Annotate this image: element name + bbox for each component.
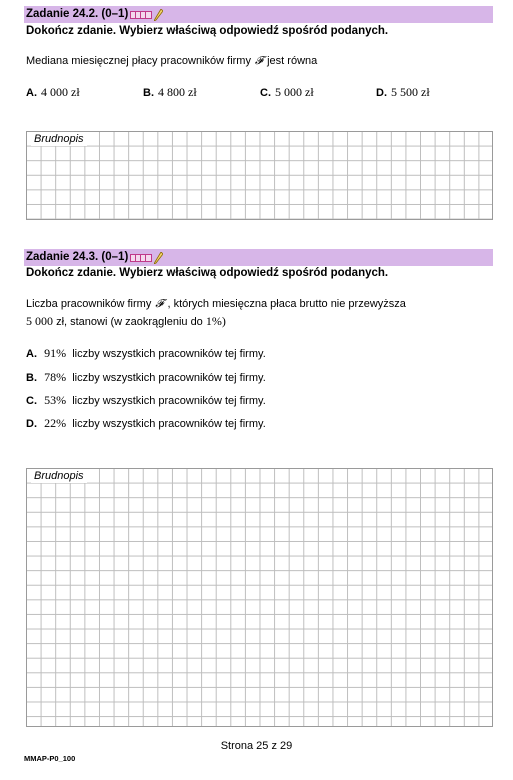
scratch-grid[interactable] <box>26 468 493 727</box>
scratch-label: Brudnopis <box>31 469 87 483</box>
firm-symbol: 𝓕 <box>254 54 264 67</box>
option-c[interactable]: C. 53% liczby wszystkich pracowników tej firmy. <box>26 393 266 407</box>
task-title: Zadanie 24.2. (0–1) <box>26 8 129 20</box>
pencil-icon <box>154 252 163 264</box>
pencil-icon <box>154 9 163 21</box>
task-instruction: Dokończ zdanie. Wybierz właściwą odpowiedź spośród podanych. <box>26 25 389 37</box>
option-b[interactable]: B. 4 800 zł <box>143 85 197 99</box>
question-text: Mediana miesięcznej płacy pracowników firmy 𝓕 jest równa <box>26 54 318 67</box>
option-d[interactable]: D. 22% liczby wszystkich pracowników tej firmy. <box>26 416 266 430</box>
question-line-2: 5 000 zł, stanowi (w zaokrągleniu do 1%) <box>26 314 226 328</box>
option-d[interactable]: D. 5 500 zł <box>376 85 430 99</box>
task-title: Zadanie 24.3. (0–1) <box>26 251 129 263</box>
option-b[interactable]: B. 78% liczby wszystkich pracowników tej firmy. <box>26 370 266 384</box>
option-c[interactable]: C. 5 000 zł <box>260 85 314 99</box>
score-boxes <box>130 254 152 262</box>
option-a[interactable]: A. 4 000 zł <box>26 85 80 99</box>
page-number: Strona 25 z 29 <box>220 740 293 752</box>
task-header-24-3 <box>24 249 493 266</box>
score-boxes <box>130 11 152 19</box>
option-a[interactable]: A. 91% liczby wszystkich pracowników tej firmy. <box>26 346 266 360</box>
firm-symbol: 𝓕 <box>155 297 164 310</box>
scratch-label: Brudnopis <box>31 132 87 146</box>
task-header-24-2 <box>24 6 493 23</box>
question-line-1: Liczba pracowników firmy 𝓕 , których miesięczna płaca brutto nie przewyższa <box>26 297 406 310</box>
scratch-grid[interactable] <box>26 131 493 220</box>
task-instruction: Dokończ zdanie. Wybierz właściwą odpowiedź spośród podanych. <box>26 267 389 279</box>
document-code: MMAP-P0_100 <box>24 754 76 763</box>
